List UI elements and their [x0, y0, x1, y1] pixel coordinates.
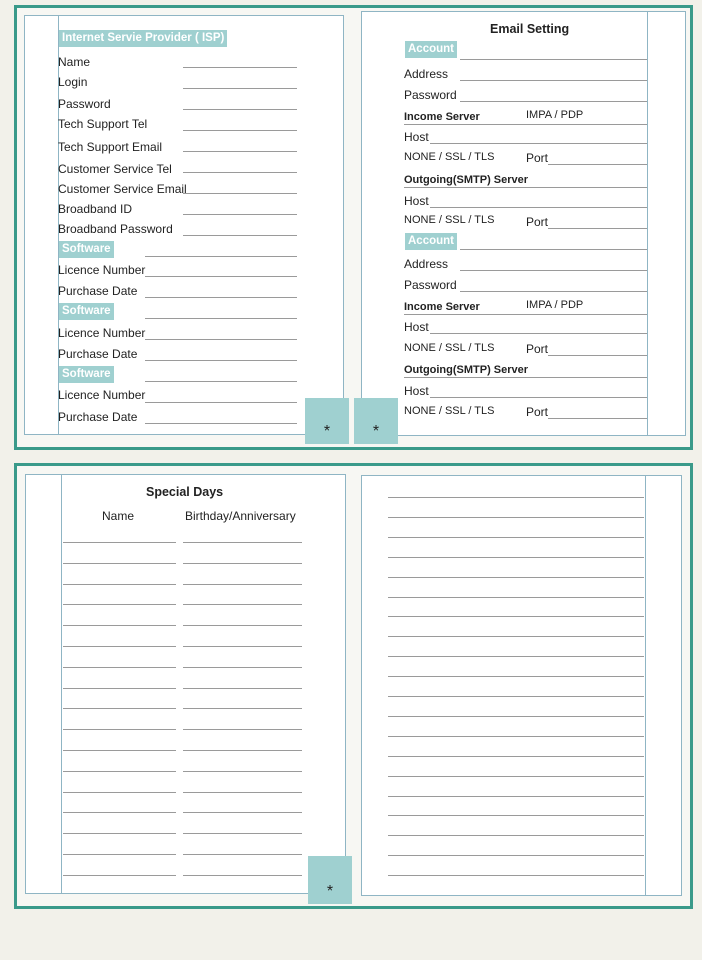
- income-server-label-2: Income Server: [404, 301, 480, 313]
- host-label-1: Host: [404, 130, 429, 144]
- licence-number-label-2: Licence Number: [58, 326, 146, 340]
- port-out-label-1: Port: [526, 215, 549, 229]
- account-heading-2: Account: [405, 233, 457, 250]
- notes-line[interactable]: [388, 716, 644, 717]
- special-day-date-line[interactable]: [183, 584, 302, 585]
- notes-line[interactable]: [388, 557, 644, 558]
- notes-line[interactable]: [388, 855, 644, 856]
- port-label-2: Port: [526, 342, 549, 356]
- special-day-name-line[interactable]: [63, 667, 176, 668]
- notes-line[interactable]: [388, 796, 644, 797]
- licence-number-line-3[interactable]: [145, 402, 297, 403]
- special-day-name-line[interactable]: [63, 688, 176, 689]
- income-server-line-2: [404, 314, 647, 315]
- isp-field-login-line[interactable]: [183, 88, 297, 89]
- isp-field-tech-email-label: Tech Support Email: [58, 140, 163, 154]
- notes-line[interactable]: [388, 776, 644, 777]
- host-line-2[interactable]: [430, 333, 647, 334]
- isp-field-name-label: Name: [58, 55, 91, 69]
- special-day-name-line[interactable]: [63, 854, 176, 855]
- special-day-name-line[interactable]: [63, 625, 176, 626]
- host-out-label-1: Host: [404, 194, 429, 208]
- special-day-date-line[interactable]: [183, 854, 302, 855]
- special-day-date-line[interactable]: [183, 875, 302, 876]
- host-label-2: Host: [404, 320, 429, 334]
- purchase-date-line-3[interactable]: [145, 423, 297, 424]
- special-day-name-line[interactable]: [63, 729, 176, 730]
- security-label-1: NONE / SSL / TLS: [404, 151, 495, 163]
- outgoing-server-line-2: [404, 377, 647, 378]
- special-day-name-line[interactable]: [63, 833, 176, 834]
- notes-line[interactable]: [388, 736, 644, 737]
- income-protocols-1: IMPA / PDP: [526, 109, 584, 121]
- special-day-name-line[interactable]: [63, 812, 176, 813]
- special-day-date-line[interactable]: [183, 542, 302, 543]
- notes-line[interactable]: [388, 835, 644, 836]
- special-day-name-line[interactable]: [63, 771, 176, 772]
- notes-page: [361, 475, 682, 896]
- income-protocols-2: IMPA / PDP: [526, 299, 584, 311]
- notes-line[interactable]: [388, 676, 644, 677]
- isp-field-cs-email-line[interactable]: [183, 193, 297, 194]
- isp-field-tech-email-line[interactable]: [183, 151, 297, 152]
- password-line-2[interactable]: [460, 291, 647, 292]
- email-page-margin-line: [647, 11, 648, 436]
- security-out-label-2: NONE / SSL / TLS: [404, 405, 495, 417]
- special-day-name-line[interactable]: [63, 604, 176, 605]
- account-heading-2-line: [460, 249, 647, 250]
- special-day-date-line[interactable]: [183, 646, 302, 647]
- special-day-date-line[interactable]: [183, 771, 302, 772]
- special-day-date-line[interactable]: [183, 792, 302, 793]
- notes-line[interactable]: [388, 656, 644, 657]
- port-label-1: Port: [526, 151, 549, 165]
- special-days-title: Special Days: [146, 485, 224, 499]
- special-day-date-line[interactable]: [183, 563, 302, 564]
- licence-number-line-1[interactable]: [145, 276, 297, 277]
- software-heading-1-line: [145, 256, 297, 257]
- notes-line[interactable]: [388, 756, 644, 757]
- special-day-name-line[interactable]: [63, 542, 176, 543]
- port-line-1[interactable]: [548, 164, 647, 165]
- password-line-1[interactable]: [460, 101, 647, 102]
- software-heading-1: Software: [59, 241, 114, 258]
- account-heading-1: Account: [405, 41, 457, 58]
- port-out-label-2: Port: [526, 405, 549, 419]
- address-label-1: Address: [404, 67, 449, 81]
- software-heading-3: Software: [59, 366, 114, 383]
- security-label-2: NONE / SSL / TLS: [404, 342, 495, 354]
- purchase-date-label-3: Purchase Date: [58, 410, 138, 424]
- isp-field-cs-tel-label: Customer Service Tel: [58, 162, 172, 176]
- port-out-line-2[interactable]: [548, 418, 647, 419]
- purchase-date-line-1[interactable]: [145, 297, 297, 298]
- notes-line[interactable]: [388, 597, 644, 598]
- password-label-2: Password: [404, 278, 457, 292]
- special-day-date-line[interactable]: [183, 750, 302, 751]
- notes-line[interactable]: [388, 636, 644, 637]
- special-day-name-line[interactable]: [63, 584, 176, 585]
- password-label-1: Password: [404, 88, 457, 102]
- notes-line[interactable]: [388, 577, 644, 578]
- isp-field-password-line[interactable]: [183, 109, 297, 110]
- isp-field-login-label: Login: [58, 75, 88, 89]
- host-line-1[interactable]: [430, 143, 647, 144]
- isp-field-broadband-pw-line[interactable]: [183, 235, 297, 236]
- host-out-line-1[interactable]: [430, 207, 647, 208]
- special-day-name-line[interactable]: [63, 875, 176, 876]
- special-day-name-line[interactable]: [63, 708, 176, 709]
- bookmark-tab-star[interactable]: *: [354, 398, 398, 444]
- special-day-name-line[interactable]: [63, 563, 176, 564]
- special-day-date-line[interactable]: [183, 604, 302, 605]
- address-label-2: Address: [404, 257, 449, 271]
- isp-heading: Internet Servie Provider ( ISP): [59, 30, 227, 47]
- column-header-date: Birthday/Anniversary: [185, 509, 296, 523]
- income-server-line-1: [404, 124, 647, 125]
- notes-line[interactable]: [388, 616, 644, 617]
- notes-line[interactable]: [388, 696, 644, 697]
- isp-field-cs-email-label: Customer Service Email: [58, 182, 187, 196]
- notes-line[interactable]: [388, 815, 644, 816]
- licence-number-label-3: Licence Number: [58, 388, 146, 402]
- notes-page-margin-line: [645, 475, 646, 896]
- port-line-2[interactable]: [548, 355, 647, 356]
- software-heading-2: Software: [59, 303, 114, 320]
- outgoing-server-label-2: Outgoing(SMTP) Server: [404, 364, 529, 376]
- security-out-label-1: NONE / SSL / TLS: [404, 214, 495, 226]
- isp-field-broadband-id-label: Broadband ID: [58, 202, 133, 216]
- software-heading-2-line: [145, 318, 297, 319]
- host-out-label-2: Host: [404, 384, 429, 398]
- isp-field-tech-tel-label: Tech Support Tel: [58, 117, 148, 131]
- special-day-name-line[interactable]: [63, 750, 176, 751]
- special-day-name-line[interactable]: [63, 792, 176, 793]
- special-days-page: [25, 474, 346, 894]
- special-day-name-line[interactable]: [63, 646, 176, 647]
- income-server-label-1: Income Server: [404, 111, 480, 123]
- isp-field-broadband-pw-label: Broadband Password: [58, 222, 173, 236]
- account-heading-1-line: [460, 59, 647, 60]
- licence-number-label-1: Licence Number: [58, 263, 146, 277]
- purchase-date-label-1: Purchase Date: [58, 284, 138, 298]
- bookmark-tab-star[interactable]: *: [308, 856, 352, 904]
- purchase-date-label-2: Purchase Date: [58, 347, 138, 361]
- special-day-date-line[interactable]: [183, 729, 302, 730]
- outgoing-server-line-1: [404, 187, 647, 188]
- isp-field-password-label: Password: [58, 97, 111, 111]
- outgoing-server-label-1: Outgoing(SMTP) Server: [404, 174, 529, 186]
- notes-line[interactable]: [388, 497, 644, 498]
- special-days-margin-line: [61, 474, 62, 894]
- isp-field-broadband-id-line[interactable]: [183, 214, 297, 215]
- notes-line[interactable]: [388, 517, 644, 518]
- isp-field-name-line[interactable]: [183, 67, 297, 68]
- special-day-date-line[interactable]: [183, 688, 302, 689]
- special-day-date-line[interactable]: [183, 812, 302, 813]
- host-out-line-2[interactable]: [430, 397, 647, 398]
- column-header-name: Name: [102, 509, 135, 523]
- software-heading-3-line: [145, 381, 297, 382]
- isp-field-tech-tel-line[interactable]: [183, 130, 297, 131]
- special-day-date-line[interactable]: [183, 833, 302, 834]
- licence-number-line-2[interactable]: [145, 339, 297, 340]
- bookmark-tab-star[interactable]: *: [305, 398, 349, 444]
- address-line-2[interactable]: [460, 270, 647, 271]
- address-line-1[interactable]: [460, 80, 647, 81]
- notes-line[interactable]: [388, 875, 644, 876]
- email-title: Email Setting: [490, 22, 570, 36]
- notes-line[interactable]: [388, 537, 644, 538]
- special-day-date-line[interactable]: [183, 708, 302, 709]
- port-out-line-1[interactable]: [548, 228, 647, 229]
- purchase-date-line-2[interactable]: [145, 360, 297, 361]
- special-day-date-line[interactable]: [183, 667, 302, 668]
- isp-field-cs-tel-line[interactable]: [183, 172, 297, 173]
- special-day-date-line[interactable]: [183, 625, 302, 626]
